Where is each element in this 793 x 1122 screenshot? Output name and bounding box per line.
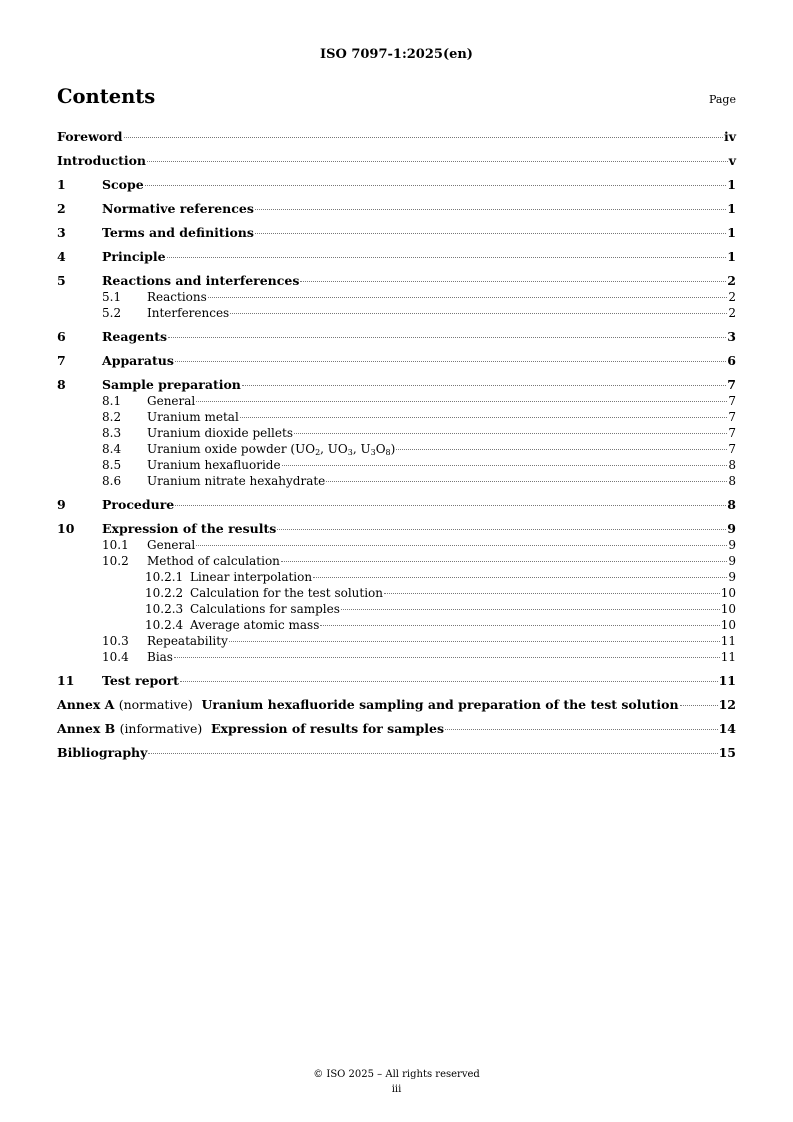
dot-leader — [196, 545, 727, 546]
toc-entry-number: 7 — [57, 353, 66, 368]
annex-prefix: Annex A — [57, 697, 115, 712]
copyright-notice: © ISO 2025 – All rights reserved — [313, 1069, 480, 1080]
toc-entry-clause-9[interactable] — [57, 497, 736, 513]
toc-entry-8-1[interactable] — [57, 393, 736, 409]
toc-entry-page: 7 — [728, 410, 736, 424]
dot-leader — [124, 137, 723, 138]
toc-entry-label: Foreword — [57, 129, 123, 144]
dot-leader — [148, 753, 717, 754]
annex-kind: (informative) — [119, 721, 203, 736]
toc-entry-number: 10.4 — [102, 650, 129, 664]
toc-entry-10-1[interactable] — [57, 537, 736, 553]
dot-leader — [255, 209, 726, 210]
page-footer — [0, 1067, 793, 1097]
annex-prefix: Annex B — [57, 721, 116, 736]
toc-entry-number: 10 — [57, 521, 75, 536]
dot-leader — [147, 161, 728, 162]
toc-entry-label: Terms and definitions — [102, 225, 254, 240]
toc-entry-label: Reactions — [147, 290, 207, 304]
toc-entry-10-2-1[interactable] — [57, 569, 736, 585]
dot-leader — [174, 657, 720, 658]
toc-entry-clause-6[interactable] — [57, 329, 736, 345]
toc-entry-page: 14 — [718, 721, 736, 736]
toc-entry-annex-a[interactable] — [57, 697, 736, 713]
toc-entry-label: Scope — [102, 177, 144, 192]
toc-entry-page: 2 — [728, 306, 736, 320]
toc-entry-10-2-4[interactable] — [57, 617, 736, 633]
dot-leader — [168, 337, 726, 338]
dot-leader — [145, 185, 727, 186]
table-of-contents — [57, 129, 736, 761]
toc-entry-number: 5 — [57, 273, 66, 288]
toc-entry-bibliography[interactable] — [57, 745, 736, 761]
dot-leader — [313, 577, 727, 578]
toc-entry-page: 6 — [727, 353, 736, 368]
toc-entry-number: 10.2 — [102, 554, 129, 568]
toc-entry-number: 10.1 — [102, 538, 129, 552]
toc-entry-number: 10.2.4 — [145, 618, 184, 632]
toc-entry-label: General — [147, 538, 196, 552]
toc-entry-number: 1 — [57, 177, 66, 192]
toc-entry-5-1[interactable] — [57, 289, 736, 305]
toc-entry-clause-1[interactable] — [57, 177, 736, 193]
dot-leader — [277, 529, 726, 530]
toc-entry-5-2[interactable] — [57, 305, 736, 321]
toc-entry-label: Introduction — [57, 153, 147, 168]
toc-entry-label: Uranium dioxide pellets — [147, 426, 293, 440]
toc-entry-number: 5.2 — [102, 306, 122, 320]
toc-entry-clause-7[interactable] — [57, 353, 736, 369]
toc-entry-number: 5.1 — [102, 290, 122, 304]
dot-leader — [180, 681, 718, 682]
toc-entry-page: 9 — [728, 554, 736, 568]
toc-entry-clause-2[interactable] — [57, 201, 736, 217]
toc-entry-number: 8.5 — [102, 458, 122, 472]
toc-entry-page: 10 — [720, 586, 736, 600]
dot-leader — [396, 449, 727, 450]
dot-leader — [175, 361, 726, 362]
toc-entry-8-6[interactable] — [57, 473, 736, 489]
toc-entry-page: v — [728, 153, 736, 168]
dot-leader — [300, 281, 726, 282]
toc-entry-10-2-3[interactable] — [57, 601, 736, 617]
toc-entry-label: Linear interpolation — [190, 570, 313, 584]
toc-entry-label: Calculation for the test solution — [190, 586, 384, 600]
toc-entry-annex-b[interactable] — [57, 721, 736, 737]
toc-entry-page: 8 — [727, 497, 736, 512]
toc-entry-page: 10 — [720, 618, 736, 632]
toc-entry-label: Sample preparation — [102, 377, 241, 392]
toc-entry-number: 8.1 — [102, 394, 122, 408]
toc-entry-page: 1 — [727, 249, 736, 264]
toc-entry-page: 9 — [728, 570, 736, 584]
toc-entry-number: 10.3 — [102, 634, 129, 648]
toc-entry-page: 8 — [728, 474, 736, 488]
dot-leader — [175, 505, 726, 506]
toc-entry-page: 1 — [727, 201, 736, 216]
dot-leader — [208, 297, 728, 298]
annex-title: Expression of results for samples — [211, 721, 444, 736]
toc-entry-10-3[interactable] — [57, 633, 736, 649]
dot-leader — [384, 593, 720, 594]
toc-entry-number: 11 — [57, 673, 75, 688]
toc-entry-label: Apparatus — [102, 353, 174, 368]
page-number: iii — [391, 1084, 402, 1095]
toc-entry-label: Bias — [147, 650, 173, 664]
toc-entry-label: Bibliography — [57, 745, 148, 760]
toc-entry-page: 11 — [720, 634, 736, 648]
toc-entry-page: 7 — [728, 426, 736, 440]
page-title: Contents — [57, 85, 156, 108]
toc-entry-introduction[interactable] — [57, 153, 736, 169]
toc-entry-label: Calculations for samples — [190, 602, 340, 616]
toc-entry-8-3[interactable] — [57, 425, 736, 441]
toc-entry-page: 12 — [718, 697, 736, 712]
toc-entry-10-2-2[interactable] — [57, 585, 736, 601]
toc-entry-label: Uranium oxide powder ($UO_2$, $UO_3$, $U_3O_8$) — [147, 442, 396, 457]
dot-leader — [240, 417, 728, 418]
toc-entry-number: 4 — [57, 249, 66, 264]
toc-entry-label: Principle — [102, 249, 166, 264]
dot-leader — [167, 257, 727, 258]
dot-leader — [294, 433, 727, 434]
toc-entry-8-4[interactable] — [57, 441, 736, 457]
toc-entry-page: 15 — [718, 745, 736, 760]
document-header: ISO 7097-1:2025(en) — [320, 47, 473, 62]
toc-entry-label: Procedure — [102, 497, 175, 512]
dot-leader — [326, 481, 727, 482]
toc-entry-label: Expression of the results — [102, 521, 277, 536]
toc-entry-number: 6 — [57, 329, 66, 344]
toc-entry-page: 3 — [727, 329, 736, 344]
toc-entry-label: Uranium hexafluoride — [147, 458, 281, 472]
toc-entry-page: 11 — [718, 673, 736, 688]
toc-entry-10-2[interactable] — [57, 553, 736, 569]
dot-leader — [229, 641, 720, 642]
toc-entry-page: 7 — [727, 377, 736, 392]
toc-entry-page: 11 — [720, 650, 736, 664]
toc-entry-label: Test report — [102, 673, 179, 688]
toc-entry-number: 9 — [57, 497, 66, 512]
dot-leader — [281, 561, 727, 562]
toc-entry-8-2[interactable] — [57, 409, 736, 425]
dot-leader — [242, 385, 726, 386]
toc-entry-label: Normative references — [102, 201, 254, 216]
toc-entry-foreword[interactable] — [57, 129, 736, 145]
toc-entry-clause-10[interactable] — [57, 521, 736, 537]
dot-leader — [445, 729, 718, 730]
toc-entry-number: 8.6 — [102, 474, 122, 488]
toc-entry-number: 8 — [57, 377, 66, 392]
toc-entry-label: Method of calculation — [147, 554, 280, 568]
toc-entry-page: 2 — [727, 273, 736, 288]
toc-entry-clause-4[interactable] — [57, 249, 736, 265]
toc-entry-label: General — [147, 394, 196, 408]
annex-kind: (normative) — [118, 697, 193, 712]
toc-entry-label: Uranium nitrate hexahydrate — [147, 474, 326, 488]
toc-entry-page: iv — [723, 129, 736, 144]
toc-entry-label: Interferences — [147, 306, 230, 320]
toc-entry-clause-11[interactable] — [57, 673, 736, 689]
toc-entry-label: Repeatability — [147, 634, 228, 648]
dot-leader — [341, 609, 720, 610]
dot-leader — [320, 625, 719, 626]
toc-entry-page: 2 — [728, 290, 736, 304]
toc-entry-number: 8.4 — [102, 442, 122, 456]
toc-entry-label: Uranium metal — [147, 410, 239, 424]
toc-entry-clause-8[interactable] — [57, 377, 736, 393]
annex-title: Uranium hexafluoride sampling and preparation of the test solution — [201, 697, 679, 712]
toc-entry-number: 8.3 — [102, 426, 122, 440]
toc-entry-10-4[interactable] — [57, 649, 736, 665]
toc-entry-label — [57, 721, 444, 737]
toc-entry-number: 10.2.3 — [145, 602, 184, 616]
toc-entry-clause-3[interactable] — [57, 225, 736, 241]
toc-entry-page: 1 — [727, 225, 736, 240]
toc-entry-label: Reagents — [102, 329, 168, 344]
toc-entry-page: 10 — [720, 602, 736, 616]
toc-entry-number: 2 — [57, 201, 66, 216]
toc-entry-page: 9 — [728, 538, 736, 552]
toc-entry-page: 7 — [728, 394, 736, 408]
toc-entry-page: 1 — [727, 177, 736, 192]
dot-leader — [255, 233, 726, 234]
toc-entry-label — [57, 697, 679, 713]
dot-leader — [196, 401, 727, 402]
toc-entry-page: 9 — [727, 521, 736, 536]
toc-entry-label: Reactions and interferences — [102, 273, 300, 288]
toc-entry-number: 3 — [57, 225, 66, 240]
toc-entry-8-5[interactable] — [57, 457, 736, 473]
dot-leader — [282, 465, 728, 466]
dot-leader — [230, 313, 727, 314]
toc-entry-number: 10.2.1 — [145, 570, 184, 584]
toc-entry-clause-5[interactable] — [57, 273, 736, 289]
page-column-label: Page — [708, 93, 736, 106]
toc-entry-number: 10.2.2 — [145, 586, 184, 600]
toc-entry-page: 7 — [728, 442, 736, 456]
dot-leader — [680, 705, 718, 706]
toc-entry-page: 8 — [728, 458, 736, 472]
toc-entry-label: Average atomic mass — [190, 618, 320, 632]
toc-entry-number: 8.2 — [102, 410, 122, 424]
